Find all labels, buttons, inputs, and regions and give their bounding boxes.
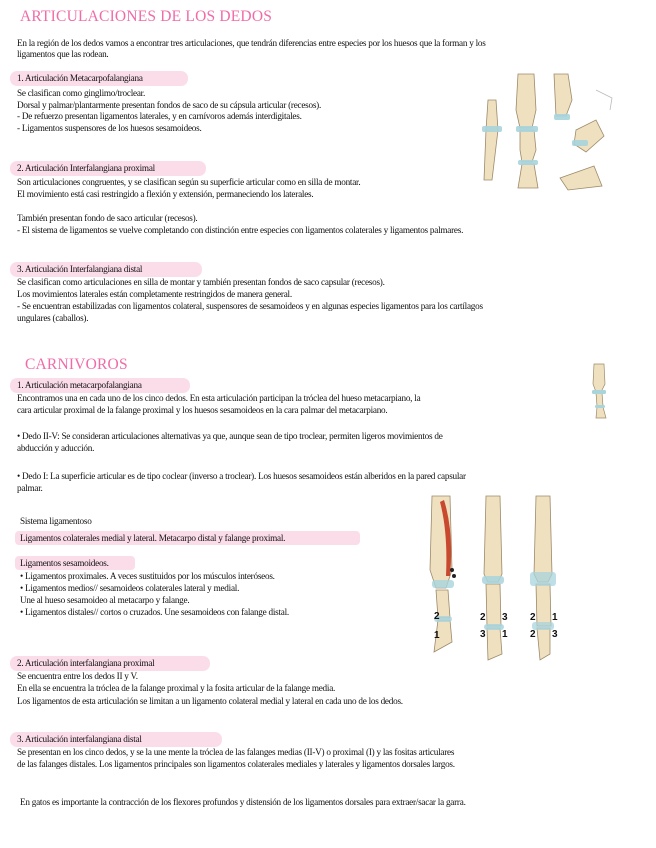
text-line: • Ligamentos medios// sesamoideos colaterales lateral y medial. — [20, 583, 240, 593]
text-line: ungulares (caballos). — [17, 313, 89, 323]
section-heading-interfalangiana-proximal: 2. Articulación Interfalangiana proximal — [17, 163, 155, 173]
final-note: En gatos es importante la contracción de los flexores profundos y distensión de los ligamentos dorsales para extraer/sacar la garra. — [20, 797, 466, 807]
text-line: - Se encuentran estabilizadas con ligamentos colateral, suspensores de sesamoideos y en algunas especies ligamentos para los cartílagos — [17, 301, 483, 311]
equine-digit-illustration — [476, 70, 616, 194]
figure-label: 1 — [552, 612, 558, 623]
text-line: Se clasifican como articulaciones en silla de montar y también presentan fondos de saco capsular (recesos). — [17, 277, 385, 287]
text-line: Se encuentra entre los dedos II y V. — [17, 671, 138, 681]
text-line: Encontramos una en cada uno de los cinco dedos. En esta articulación participan la tróclea del hueso metacarpiano, la — [17, 393, 421, 403]
text-line: También presentan fondo de saco articular (recesos). — [17, 213, 198, 223]
text-line: • Dedo I: La superficie articular es de tipo coclear (inverso a troclear). Los huesos sesamoideos están alberidos en la pared capsular — [17, 471, 466, 481]
text-line: El movimiento está casi restringido a flexión y extensión, permaneciendo los laterales. — [17, 189, 314, 199]
intro-line-1: En la región de los dedos vamos a encontrar tres articulaciones, que tendrán diferencias entre especies por los huesos que la forman y los — [17, 38, 486, 48]
text-line: palmar. — [17, 483, 43, 493]
section-heading-metacarpofalangiana: 1. Articulación Metacarpofalangiana — [17, 73, 143, 83]
text-line: de las falanges distales. Los ligamentos principales son ligamentos colaterales mediales y laterales y ligamentos dorsales largos. — [17, 759, 455, 769]
text-line: Une al hueso sesamoideo al metacarpo y falange. — [20, 595, 190, 605]
section-heading-interfalangiana-proximal-carnivoros: 2. Articulación interfalangiana proximal — [17, 658, 155, 668]
ligament-colateral-line: Ligamentos colaterales medial y lateral. Metacarpo distal y falange proximal. — [20, 533, 286, 543]
text-line: - Ligamentos suspensores de los huesos sesamoideos. — [17, 123, 202, 133]
section-title-carnivoros: CARNIVOROS — [25, 356, 128, 373]
text-line: - El sistema de ligamentos se vuelve completando con distinción entre especies con ligamentos colaterales y ligamentos palmares. — [17, 225, 464, 235]
figure-label: 2 — [530, 612, 536, 623]
figure-label: 3 — [502, 612, 508, 623]
text-line: • Ligamentos proximales. A veces sustituidos por los músculos interóseos. — [20, 571, 275, 581]
intro-line-2: ligamentos que las rodean. — [17, 49, 109, 59]
carnivore-digit-small-illustration — [584, 362, 614, 420]
section-heading-interfalangiana-distal: 3. Articulación Interfalangiana distal — [17, 264, 143, 274]
text-line: Se clasifican como ginglimo/troclear. — [17, 88, 146, 98]
text-line: Se presentan en los cinco dedos, y se la une mente la tróclea de las falanges medias (II-V) o proximal (I) y las fositas articulares — [17, 747, 455, 757]
figure-label: 2 — [530, 629, 536, 640]
figure-label: 2 — [480, 612, 486, 623]
text-line: • Ligamentos distales// cortos o cruzados. Une sesamoideos con falange distal. — [20, 607, 289, 617]
text-line: cara articular proximal de la falange proximal y los huesos sesamoideos en la cara palmar del metacarpiano. — [17, 405, 388, 415]
figure-label: 1 — [502, 629, 508, 640]
text-line: En ella se encuentra la tróclea de la falange proximal y la fosita articular de la falange media. — [17, 683, 336, 693]
text-line: abducción y aducción. — [17, 443, 95, 453]
figure-label: 1 — [434, 630, 440, 641]
ligament-system-title: Sistema ligamentoso — [20, 516, 92, 526]
section-heading-metacarpofalangiana-carnivoros: 1. Articulación metacarpofalangiana — [17, 380, 142, 390]
figure-label: 3 — [552, 629, 558, 640]
section-heading-interfalangiana-distal-carnivoros: 3. Articulación interfalangiana distal — [17, 734, 142, 744]
text-line: Los ligamentos de esta articulación se limitan a un ligamento colateral medial y lateral en cada uno de los dedos. — [17, 696, 403, 706]
figure-label: 3 — [480, 629, 486, 640]
text-line: - De refuerzo presentan ligamentos laterales, y en carnívoros además interdigitales. — [17, 111, 302, 121]
figure-label: 2 — [434, 611, 440, 622]
text-line: Son articulaciones congruentes, y se clasifican según su superficie articular como en silla de montar. — [17, 177, 361, 187]
text-line: Los movimientos laterales están completamente restringidos de manera general. — [17, 289, 292, 299]
carnivore-digit-ligaments-illustration — [424, 492, 574, 664]
page-title: ARTICULACIONES DE LOS DEDOS — [20, 8, 273, 25]
ligament-sesamoid-line: Ligamentos sesamoideos. — [20, 558, 109, 568]
text-line: Dorsal y palmar/plantarmente presentan fondos de saco de su cápsula articular (recesos). — [17, 100, 322, 110]
text-line: • Dedo II-V: Se consideran articulaciones alternativas ya que, aunque sean de tipo troclear, permiten ligeros movimientos de — [17, 431, 443, 441]
